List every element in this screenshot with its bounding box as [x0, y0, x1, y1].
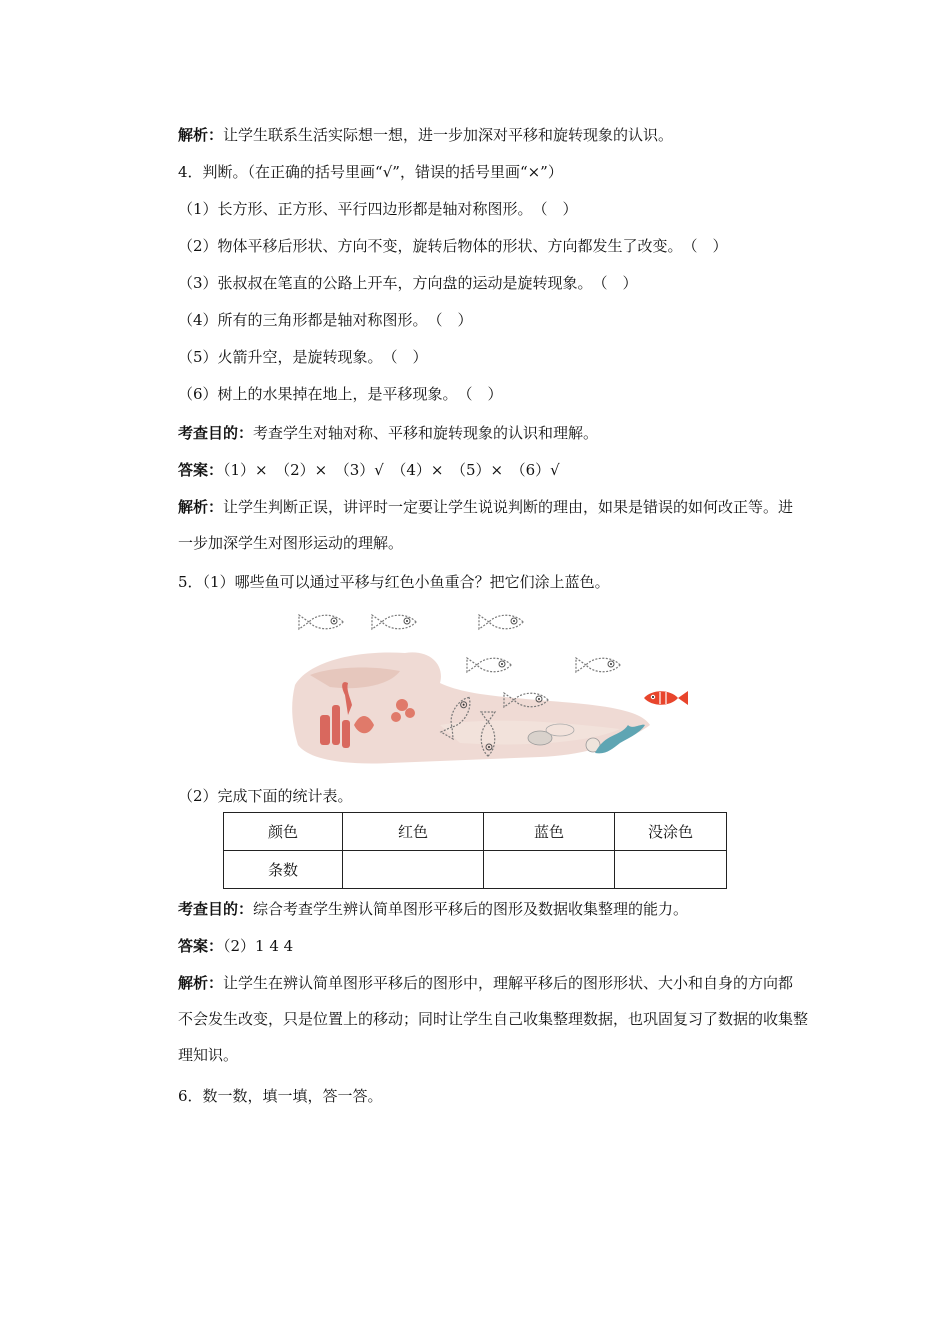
- q4-answer: [178, 459, 560, 481]
- fish-outline-3: [479, 615, 523, 629]
- purpose-label: 考查目的：: [178, 424, 254, 442]
- purpose-label: 考查目的：: [178, 900, 254, 918]
- q5-sub2: （2）完成下面的统计表。: [178, 787, 353, 805]
- analysis-label: 解析：: [178, 126, 224, 144]
- answer-label: 答案：: [178, 937, 224, 955]
- answer-text: （1）× （2）× （3）√ （4）× （5）× （6）√: [223, 461, 560, 479]
- analysis-text: 让学生在辨认简单图形平移后的图形中，理解平移后的图形形状、大小和自身的方向都不会发生改变，只是位置上的移动；同时让学生自己收集整理数据，也巩固复习了数据的收集整理知识。: [178, 974, 809, 1064]
- q5-analysis: [178, 965, 808, 1073]
- purpose-text: 考查学生对轴对称、平移和旋转现象的认识和理解。: [253, 424, 599, 442]
- q4-title: 4．判断。（在正确的括号里画“√”，错误的括号里画“×”）: [178, 163, 563, 181]
- q5-purpose: [178, 898, 688, 920]
- table-cell[interactable]: [615, 851, 727, 889]
- stats-table: [223, 812, 727, 889]
- red-fish: [644, 691, 688, 705]
- fish-outline-1: [299, 615, 343, 629]
- table-row-label: 条数: [224, 851, 343, 889]
- fish-outline-2: [372, 615, 416, 629]
- table-header-row: [224, 813, 727, 851]
- q3-analysis: [178, 124, 673, 146]
- answer-text: （2）1 4 4: [223, 937, 294, 955]
- fish-outline-5: [576, 658, 620, 672]
- q4-item-2: （2）物体平移后形状、方向不变，旋转后物体的形状、方向都发生了改变。 （ ）: [178, 237, 728, 255]
- q4-item-4: （4）所有的三角形都是轴对称图形。 （ ）: [178, 311, 473, 329]
- q4-analysis: [178, 489, 808, 561]
- analysis-text: 让学生判断正误，讲评时一定要让学生说说判断的理由，如果是错误的如何改正等。进一步加深学生对图形运动的理解。: [178, 498, 794, 552]
- table-header-cell: 蓝色: [484, 813, 615, 851]
- table-cell[interactable]: [343, 851, 484, 889]
- table-header-cell: 没涂色: [615, 813, 727, 851]
- q5-title: 5．（1）哪些鱼可以通过平移与红色小鱼重合？把它们涂上蓝色。: [178, 573, 610, 591]
- table-cell[interactable]: [484, 851, 615, 889]
- q5-answer: [178, 935, 293, 957]
- fish-illustration: [290, 605, 690, 770]
- q4-item-5: （5）火箭升空，是旋转现象。 （ ）: [178, 348, 428, 366]
- analysis-label: 解析：: [178, 974, 224, 992]
- table-header-cell: 颜色: [224, 813, 343, 851]
- table-row: [224, 851, 727, 889]
- q4-item-6: （6）树上的水果掉在地上，是平移现象。 （ ）: [178, 385, 503, 403]
- q4-item-1: （1）长方形、正方形、平行四边形都是轴对称图形。 （ ）: [178, 200, 578, 218]
- analysis-label: 解析：: [178, 498, 224, 516]
- answer-label: 答案：: [178, 461, 224, 479]
- q4-item-3: （3）张叔叔在笔直的公路上开车，方向盘的运动是旋转现象。 （ ）: [178, 274, 638, 292]
- q6-title: 6．数一数，填一填，答一答。: [178, 1087, 383, 1105]
- q4-purpose: [178, 422, 598, 444]
- table-header-cell: 红色: [343, 813, 484, 851]
- fish-outline-4: [467, 658, 511, 672]
- purpose-text: 综合考查学生辨认简单图形平移后的图形及数据收集整理的能力。: [253, 900, 689, 918]
- analysis-text: 让学生联系生活实际想一想，进一步加深对平移和旋转现象的认识。: [223, 126, 674, 144]
